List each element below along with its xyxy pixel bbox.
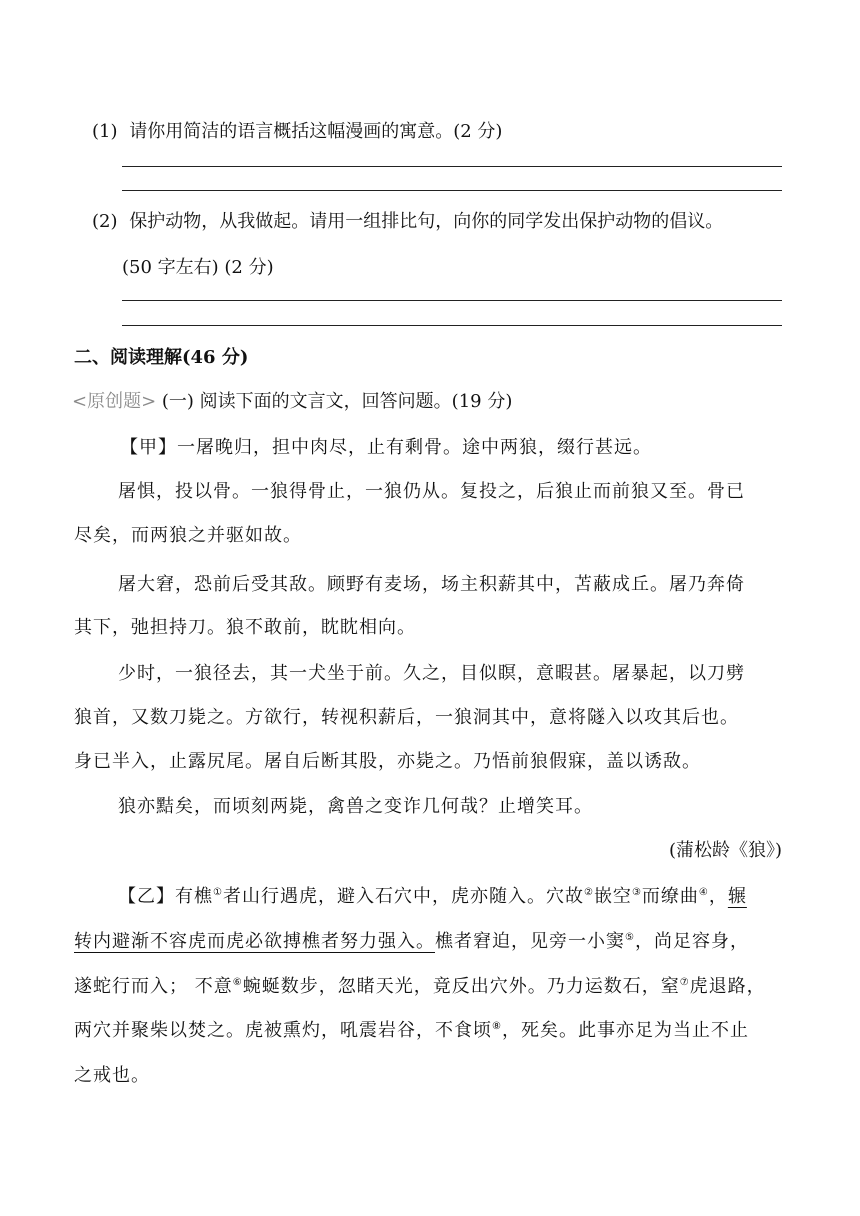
underlined-sentence: 辗 <box>727 886 747 907</box>
footnote-marker: ① <box>213 887 223 898</box>
text-segment: 两穴并聚柴以焚之。虎被熏灼，吼震岩谷，不食顷 <box>74 1020 492 1041</box>
passage-jia-p2-line1: 屠惧，投以骨。一狼得骨止，一狼仍从。复投之，后狼止而前狼又至。骨已 <box>118 481 745 502</box>
subsection-heading <box>72 387 512 413</box>
question-2-number: (2) <box>92 211 118 232</box>
passage-jia-p4-line1: 少时，一狼径去，其一犬坐于前。久之，目似瞑，意暇甚。屠暴起，以刀劈 <box>118 663 745 684</box>
passage-yi-line3 <box>74 972 766 998</box>
footnote-marker: ④ <box>698 887 709 898</box>
question-2-text-cont: (50 字左右) (2 分) <box>122 257 274 278</box>
passage-jia-p2-line2: 尽矣，而两狼之并驱如故。 <box>74 525 302 546</box>
footnote-marker: ⑤ <box>625 932 635 943</box>
text-segment: 遂蛇行而入； 不意 <box>74 976 233 997</box>
passage-jia-p4-line3: 身已半入，止露尻尾。屠自后断其股，亦毙之。乃悟前狼假寐，盖以诱敌。 <box>74 751 701 772</box>
footnote-marker: ⑥ <box>232 977 243 988</box>
footnote-marker: ③ <box>631 887 642 898</box>
text-segment: 而缭曲 <box>641 886 699 907</box>
passage-yi-line2 <box>74 927 749 953</box>
question-2 <box>92 207 723 233</box>
text-segment: ，死矣。此事亦足为当止不止 <box>501 1020 749 1041</box>
answer-line <box>122 325 782 326</box>
original-question-tag: <原创题> <box>72 391 157 412</box>
passage-yi-line4 <box>74 1016 749 1042</box>
text-segment: 者山行遇虎，避入石穴中，虎亦随入。穴故 <box>222 886 584 907</box>
text-segment: 樵者窘迫，见旁一小窦 <box>435 931 625 952</box>
footnote-marker: ⑧ <box>492 1021 502 1032</box>
passage-jia-source: (蒲松龄《狼》) <box>668 840 782 861</box>
answer-line <box>122 166 782 167</box>
subsection-instruction: (一) 阅读下面的文言文，回答问题。(19 分) <box>161 391 513 412</box>
section-heading: 二、阅读理解(46 分) <box>74 347 249 368</box>
passage-jia-p3-line2: 其下，弛担持刀。狼不敢前，眈眈相向。 <box>74 617 416 638</box>
answer-line <box>122 300 782 301</box>
passage-yi-line5: 之戒也。 <box>74 1065 150 1086</box>
question-1-text: 请你用简洁的语言概括这幅漫画的寓意。(2 分) <box>129 121 503 142</box>
passage-jia-p5: 狼亦黠矣，而顷刻两毙，禽兽之变诈几何哉？止增笑耳。 <box>118 796 593 817</box>
text-segment: 虎退路， <box>689 976 766 997</box>
text-segment: 【乙】有樵 <box>118 886 213 907</box>
passage-jia-p3-line1: 屠大窘，恐前后受其敌。顾野有麦场，场主积薪其中，苫蔽成丘。屠乃奔倚 <box>118 574 745 595</box>
question-1-number: (1) <box>92 121 118 142</box>
text-segment: ，尚足容身， <box>634 931 749 952</box>
passage-jia-p1: 【甲】一屠晚归，担中肉尽，止有剩骨。途中两狼，缀行甚远。 <box>120 437 652 458</box>
question-1 <box>92 117 502 143</box>
footnote-marker: ② <box>583 887 594 898</box>
passage-jia-p4-line2: 狼首，又数刀毙之。方欲行，转视积薪后，一狼洞其中，意将隧入以攻其后也。 <box>74 707 739 728</box>
underlined-sentence: 转内避渐不容虎而虎必欲搏樵者努力强入。 <box>74 931 435 952</box>
answer-line <box>122 190 782 191</box>
text-segment: ， <box>708 886 728 907</box>
text-segment: 嵌空 <box>593 886 632 907</box>
footnote-marker: ⑦ <box>679 977 690 988</box>
question-2-text: 保护动物，从我做起。请用一组排比句，向你的同学发出保护动物的倡议。 <box>129 211 724 232</box>
passage-yi-line1 <box>118 882 747 908</box>
text-segment: 蜿蜒数步，忽睹天光，竟反出穴外。乃力运数石，窒 <box>242 976 680 997</box>
